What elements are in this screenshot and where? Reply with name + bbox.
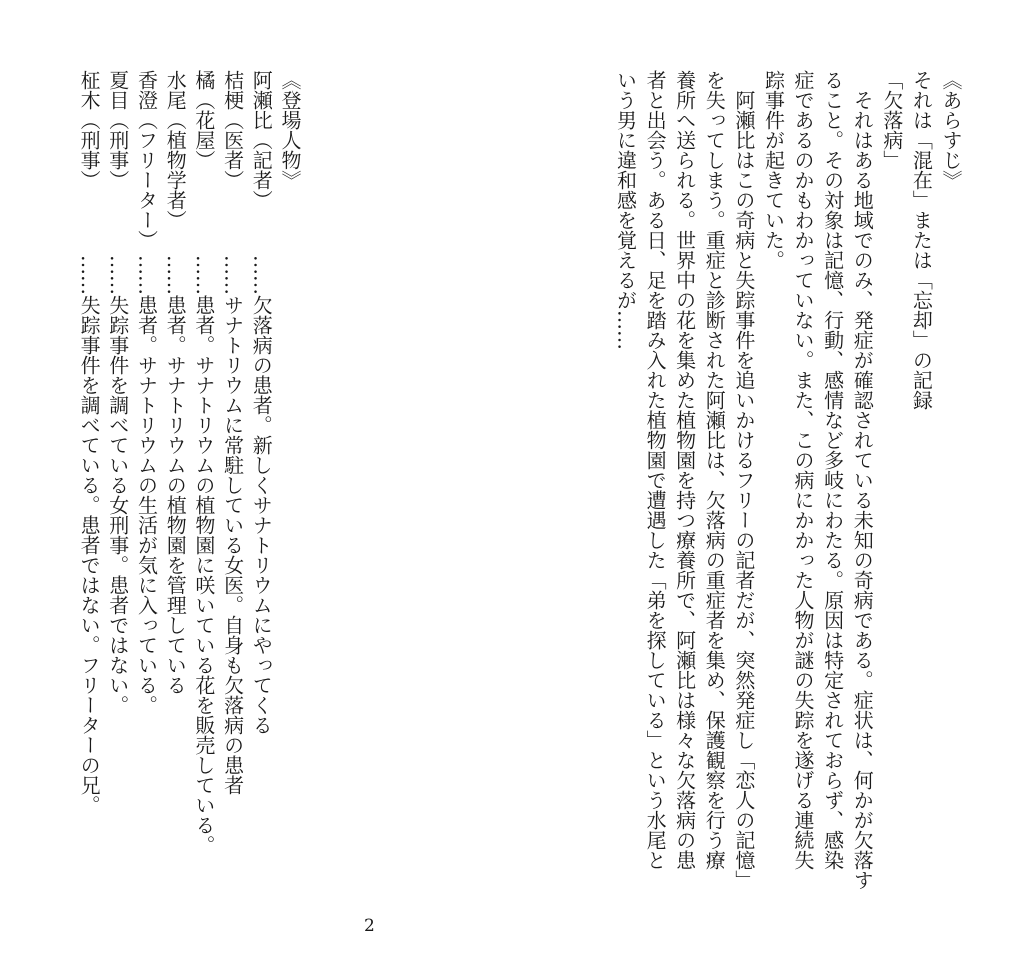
- synopsis-line: いう男に違和感を覚えるが……: [613, 70, 638, 350]
- character-desc: ……患者。サナトリウムの植物園を管理している: [163, 255, 188, 695]
- synopsis-line: 症であるのかもわかっていない。また、この病にかかった人物が謎の失踪を遂げる連続失: [791, 70, 816, 870]
- character-name: 水尾（植物学者）: [163, 70, 188, 230]
- synopsis-line: 阿瀬比はこの奇病と失踪事件を追いかけるフリーの記者だが、突然発症し「恋人の記憶」: [731, 90, 756, 890]
- character-desc: ……失踪事件を調べている。患者ではない。フリーターの兄。: [77, 255, 102, 815]
- synopsis-heading: 《あらすじ》: [939, 70, 963, 190]
- character-entry: [247, 70, 276, 855]
- character-name: 桔梗（医者）: [220, 70, 245, 190]
- character-name: 夏目（刑事）: [105, 70, 130, 190]
- synopsis-line: それはある地域でのみ、発症が確認されている未知の奇病である。症状は、何かが欠落す: [850, 90, 875, 890]
- synopsis-line: ること。その対象は記憶、行動、感情など多岐にわたる。原因は特定されておらず、感染: [820, 70, 845, 870]
- character-entry: [132, 70, 161, 855]
- synopsis-section: [610, 70, 965, 890]
- character-desc: ……患者。サナトリウムの植物園に咲いている花を販売している。: [191, 255, 216, 855]
- synopsis-line: 者と出会う。ある日、足を踏み入れた植物園で遭遇した「弟を探している」という水尾と: [643, 70, 668, 870]
- page-number: 2: [364, 916, 375, 936]
- character-desc: ……サナトリウムに常駐している女医。自身も欠落病の患者: [220, 255, 245, 795]
- character-desc: ……欠落病の患者。新しくサナトリウムにやってくる: [249, 255, 274, 735]
- character-name: 香澄（フリーター）: [134, 70, 159, 250]
- character-entry: [189, 70, 218, 855]
- character-name: 阿瀬比（記者）: [249, 70, 274, 210]
- synopsis-line: 踪事件が起きていた。: [761, 70, 786, 270]
- synopsis-line: 「欠落病」: [879, 70, 904, 170]
- character-desc: ……患者。サナトリウムの生活が気に入っている。: [134, 255, 159, 715]
- synopsis-line: を失ってしまう。重症と診断された阿瀬比は、欠落病の重症者を集め、保護観察を行う療: [702, 70, 727, 870]
- character-name: 橘（花屋）: [191, 70, 216, 170]
- character-desc: ……失踪事件を調べている女刑事。患者ではない。: [105, 255, 130, 715]
- character-entry: [218, 70, 247, 855]
- character-entry: [160, 70, 189, 855]
- synopsis-tagline: それは「混在」または「忘却」の記録: [909, 70, 934, 410]
- cast-section: [74, 70, 304, 855]
- synopsis-line: 養所へ送られる。世界中の花を集めた植物園を持つ療養所で、阿瀬比は様々な欠落病の患: [672, 70, 697, 870]
- character-entry: [74, 70, 103, 855]
- cast-heading: 《登場人物》: [278, 70, 302, 190]
- character-entry: [103, 70, 132, 855]
- character-name: 柾木（刑事）: [77, 70, 102, 190]
